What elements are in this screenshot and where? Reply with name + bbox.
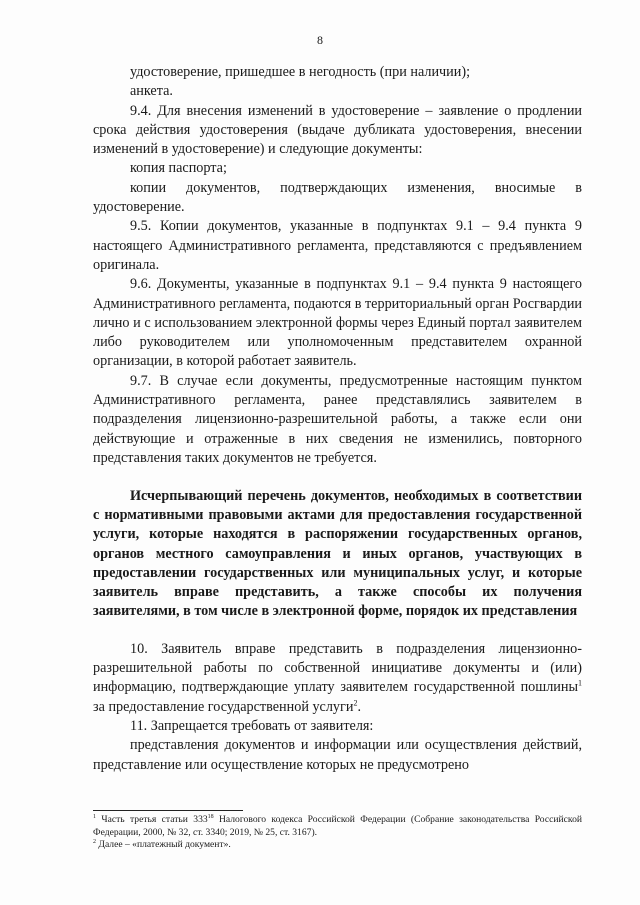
footnote-2 (93, 839, 582, 852)
section-heading: Исчерпывающий перечень документов, необходимых в соответствии с нормативными правовыми актами для предоставления государственной услуги, которые находятся в распоряжении государственных органов, органов местного самоуправления и иных органов, участвующих в предоставлении государственных или муниципальных услуг, и которые заявитель вправе представить, а также способы их получения заявителями, в том числе в электронной форме, порядок их представления (93, 488, 582, 619)
paragraph-10-text-continued: за предоставление государственной услуги (93, 698, 354, 715)
paragraph: удостоверение, пришедшее в негодность (при наличии); (130, 64, 471, 80)
footnote-2-text: Далее – «платежный документ». (96, 839, 231, 850)
paragraph-11: 11. Запрещается требовать от заявителя: (130, 718, 374, 735)
paragraph-10-end: . (357, 698, 361, 715)
paragraph: копия паспорта; (130, 160, 227, 177)
footnote-1-text: Часть третья статьи 333 (96, 814, 208, 825)
footnote-1 (93, 814, 582, 839)
paragraph-10-text: 10. Заявитель вправе представить в подразделения лицензионно-разрешительной работы по собственной инициативе документы и (или) информацию, подтверждающие уплату заявителем государственной пошлины (93, 640, 582, 696)
body-text (93, 63, 582, 775)
paragraph: 9.5. Копии документов, указанные в подпунктах 9.1 – 9.4 пункта 9 настоящего Административного регламента, представляются с предъявлением оригинала. (93, 218, 582, 273)
paragraph: 9.6. Документы, указанные в подпунктах 9.1 – 9.4 пункта 9 настоящего Административного регламента, подаются в территориальный орган Росгвардии лично и с использованием электронной формы через Единый портал заявителем либо руководителем или уполномоченным представителем охранной организации, в которой работает заявитель. (93, 276, 582, 370)
paragraph-12: представления документов и информации или осуществления действий, представление или осуществление которых не предусмотрено (93, 737, 582, 773)
paragraph: копии документов, подтверждающих изменения, вносимые в удостоверение. (93, 179, 582, 216)
footnote-2-mark: 2 (93, 838, 96, 845)
paragraph: анкета. (130, 83, 173, 100)
footnote-ref-1[interactable]: 1 (578, 678, 582, 688)
footnote-divider (93, 810, 243, 811)
footnote-1-mark: 1 (93, 813, 96, 820)
page-number: 8 (317, 33, 323, 47)
footnote-ref-2[interactable]: 2 (353, 698, 358, 708)
paragraph-10 (93, 640, 582, 717)
footnotes (93, 814, 582, 852)
footnote-1-text-continued: Налогового кодекса Российской Федерации (Собрание законодательства Российской Федерации, 2000, № 32, ст. 3340; 2019, № 25, ст. 3167). (93, 814, 582, 838)
paragraph: 9.4. Для внесения изменений в удостоверение – заявление о продлении срока действия удостоверения (выдаче дубликата удостоверения, внесении изменений в удостоверение) и следующие документы: (93, 102, 582, 158)
paragraph: 9.7. В случае если документы, предусмотренные настоящим пунктом Административного регламента, ранее представлялись заявителем в подразделения лицензионно-разрешительной работы, а также если они действующие и отраженные в них сведения не изменились, повторного представления таких документов не требуется. (93, 372, 582, 466)
footnote-1-article-sup: 18 (207, 813, 214, 820)
